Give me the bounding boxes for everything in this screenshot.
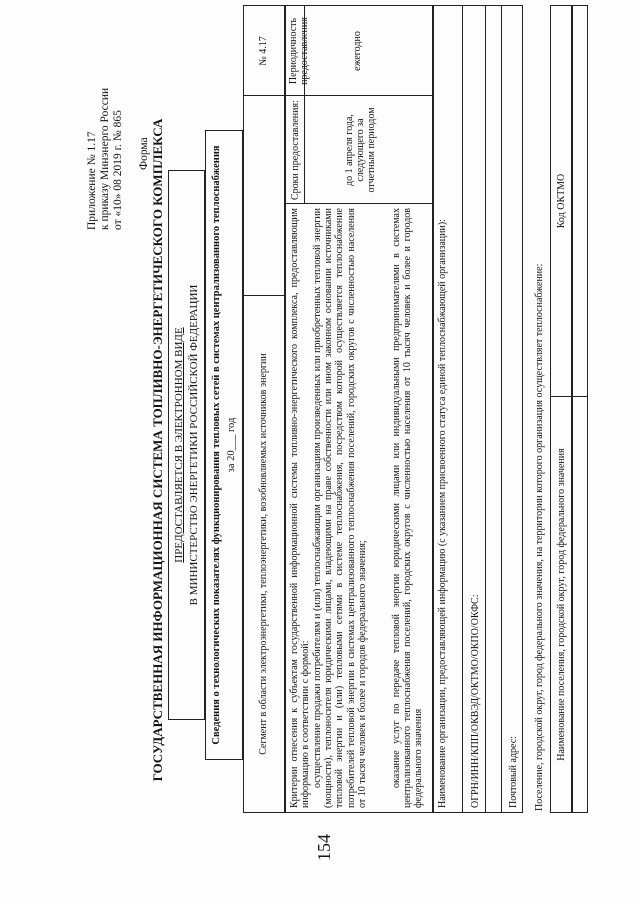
form-number: № 4.17 bbox=[258, 36, 269, 66]
territory-label: Поселение, городской округ, город федерального значения, на территории которого организация осуществляет теплоснабжение: bbox=[534, 263, 545, 811]
criteria-row bbox=[285, 5, 433, 813]
submission-line-1: ПРЕДОСТАВЛЯЕТСЯ В ЭЛЕКТРОННОМ ВИДЕ bbox=[173, 327, 185, 563]
main-title: ГОСУДАРСТВЕННАЯ ИНФОРМАЦИОННАЯ СИСТЕМА ТОПЛИВНО-ЭНЕРГЕТИЧЕСКОГО КОМПЛЕКСА bbox=[150, 118, 165, 782]
territory-col-code: Код ОКТМО bbox=[556, 173, 567, 229]
deadline-header: Сроки предоставления: bbox=[290, 100, 301, 200]
report-title: Сведения о технологических показателях функционирования тепловых сетей в системах централизованного теплоснабжения bbox=[211, 145, 222, 745]
org-name-label: Наименование организации, предоставляющей информацию (с указанием присвоенного статуса единой теплоснабжающей организации): bbox=[437, 219, 448, 808]
periodicity-value: ежегодно bbox=[352, 31, 363, 71]
page-number: 154 bbox=[314, 834, 334, 861]
org-info-box bbox=[433, 5, 523, 813]
appendix-block bbox=[86, 70, 125, 230]
postal-address-label: Почтовый адрес: bbox=[508, 736, 519, 808]
territory-table-row bbox=[572, 5, 588, 813]
org-codes-label: ОГРН/ИНН/КПП/ОКВЭД/ОКТМО/ОКПО/ОКФС: bbox=[470, 594, 481, 808]
appendix-line-2: к приказу Минэнерго России bbox=[99, 87, 111, 230]
criteria-item-1: осуществление продажи потребителям и (или) теплоснабжающим организациям произведенных или приобретенных тепловой энергии (мощности), теплоносителя юридическими лицами, владеющими на праве собственности или ином законном основании источниками тепловой энергии и (или) тепловыми сетями в системе теплоснабжения, посредством которой осуществляется теплоснабжение потребителей тепловой энергии в системах централизованного теплоснабжения поселений, городских округов с численностью населения от 10 тысяч человек и более и городов федерального значения; bbox=[312, 208, 368, 808]
territory-table-header bbox=[550, 5, 572, 813]
segment-row bbox=[243, 5, 285, 813]
appendix-line-3: от «10» 08 2019 г. № 865 bbox=[112, 110, 124, 230]
territory-col-name: Наименование поселения, городской округ, город федерального значения bbox=[556, 448, 567, 761]
deadline-value: до 1 апреля года, следующего за отчетным периодом bbox=[344, 107, 378, 193]
criteria-intro: Критерии отнесения к субъектам государственной информационной системы топливно-энергетического комплекса, предоставляющим информацию в соответствии с формой: bbox=[289, 208, 312, 808]
criteria-item-2: оказание услуг по передаче тепловой энергии юридическими лицами или индивидуальными предпринимателями в системах централизованного теплоснабжения поселений, городских округов с численностью населения от 10 тысяч человек и более и городов федерального значения bbox=[391, 208, 425, 808]
segment-label: Сегмент в области электроэнергетики, теплоэнергетики, возобновляемых источников энергии bbox=[258, 353, 269, 755]
report-title-box bbox=[205, 130, 243, 760]
submission-box bbox=[168, 170, 205, 720]
periodicity-header: Периодичность предоставления bbox=[288, 17, 311, 85]
form-label: Форма bbox=[138, 137, 150, 170]
submission-line-2: В МИНИСТЕРСТВО ЭНЕРГЕТИКИ РОССИЙСКОЙ ФЕДЕРАЦИИ bbox=[188, 284, 200, 606]
appendix-line-1: Приложение № 1.17 bbox=[86, 131, 98, 230]
report-period: за 20___ год bbox=[226, 417, 237, 473]
